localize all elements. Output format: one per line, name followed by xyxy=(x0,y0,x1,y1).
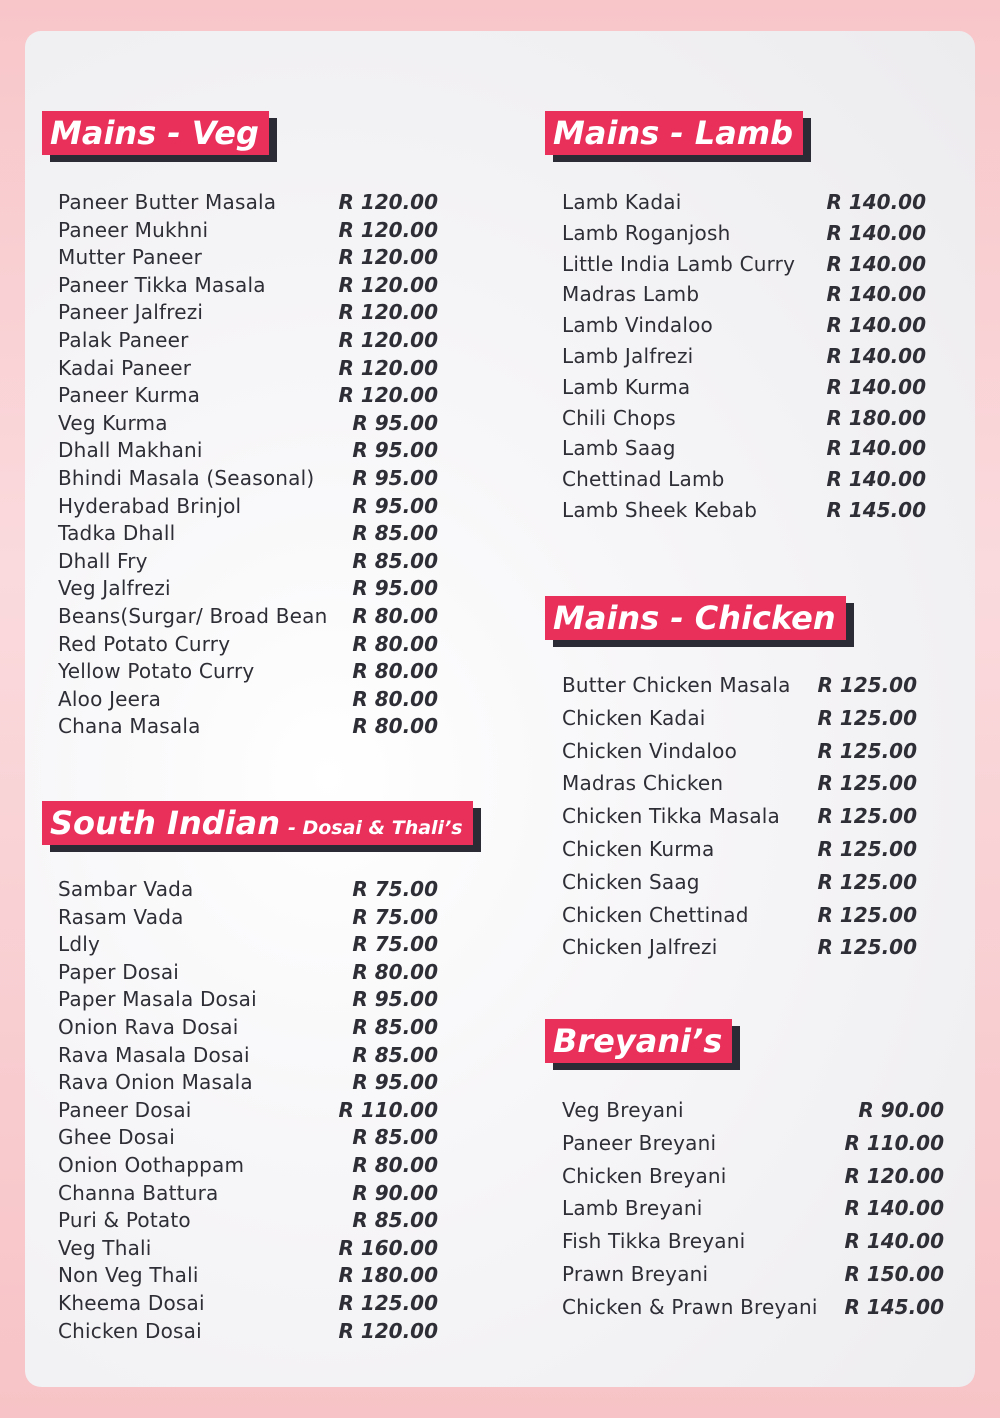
menu-item xyxy=(545,435,926,461)
menu-item xyxy=(42,1318,438,1344)
menu-item xyxy=(42,1180,438,1206)
menu-item-price: R 95.00 xyxy=(352,466,438,490)
menu-item-name: Madras Chicken xyxy=(562,771,724,796)
menu-item-name: Rasam Vada xyxy=(58,904,184,929)
menu-item xyxy=(545,836,917,862)
menu-item-name: Paneer Kurma xyxy=(58,383,201,408)
menu-item-price: R 180.00 xyxy=(826,405,926,430)
menu-item xyxy=(545,770,917,796)
menu-item-name: Veg Jalfrezi xyxy=(58,576,171,601)
menu-item xyxy=(545,405,926,431)
menu-item-price: R 85.00 xyxy=(352,1042,438,1067)
menu-item xyxy=(545,803,917,829)
menu-item-name: Dhall Makhani xyxy=(58,438,203,463)
section-title-mains-chicken xyxy=(545,596,846,640)
menu-item-name: Veg Thali xyxy=(58,1235,152,1260)
menu-item-name: Chicken Jalfrezi xyxy=(562,935,718,960)
menu-item-price: R 75.00 xyxy=(352,877,438,901)
menu-item xyxy=(42,1097,438,1123)
menu-item-price: R 95.00 xyxy=(352,1070,438,1095)
menu-item-name: Veg Breyani xyxy=(562,1098,684,1122)
menu-item xyxy=(42,217,438,243)
menu-item xyxy=(42,876,438,902)
menu-item xyxy=(545,1294,944,1320)
south-indian-title-text: South Indian xyxy=(50,804,280,842)
menu-item-name: Ldly xyxy=(58,932,101,957)
menu-item xyxy=(42,355,438,381)
menu-item-price: R 125.00 xyxy=(817,837,917,861)
menu-item-name: Lamb Vindaloo xyxy=(562,313,713,338)
menu-item-price: R 80.00 xyxy=(352,659,438,684)
menu-item-name: Non Veg Thali xyxy=(58,1263,199,1288)
menu-item xyxy=(545,343,926,369)
menu-item-name: Hyderabad Brinjol xyxy=(58,493,242,518)
menu-item-name: Paneer Mukhni xyxy=(58,217,209,242)
menu-item-name: Paneer Breyani xyxy=(562,1130,717,1155)
menu-item-price: R 140.00 xyxy=(826,467,926,492)
menu-card xyxy=(25,31,975,1387)
menu-item xyxy=(42,1069,438,1095)
menu-item-price: R 95.00 xyxy=(352,438,438,463)
menu-item-name: Ghee Dosai xyxy=(58,1125,176,1150)
menu-item-price: R 140.00 xyxy=(826,220,926,245)
menu-item xyxy=(545,869,917,895)
menu-item-name: Paneer Dosai xyxy=(58,1097,192,1122)
menu-item-name: Little India Lamb Curry xyxy=(562,251,796,276)
menu-item-name: Rava Masala Dosai xyxy=(58,1042,250,1067)
section-mains-lamb xyxy=(545,111,926,522)
menu-item-price: R 125.00 xyxy=(338,1291,438,1315)
menu-item xyxy=(545,220,926,246)
section-title-mains-lamb xyxy=(545,111,803,155)
menu-item xyxy=(545,705,917,731)
menu-item-price: R 120.00 xyxy=(338,383,438,408)
menu-item xyxy=(545,934,917,960)
menu-item-price: R 95.00 xyxy=(352,410,438,435)
menu-item-price: R 95.00 xyxy=(352,987,438,1012)
menu-item-price: R 120.00 xyxy=(338,355,438,380)
section-south-indian xyxy=(42,801,473,1343)
menu-item xyxy=(545,1195,944,1221)
menu-item xyxy=(42,410,438,436)
menu-item-price: R 90.00 xyxy=(352,1180,438,1205)
section-title-breyanis xyxy=(545,1019,732,1063)
section-breyanis xyxy=(545,1019,944,1319)
menu-item xyxy=(42,382,438,408)
menu-item-name: Prawn Breyani xyxy=(562,1262,709,1286)
menu-item xyxy=(42,931,438,957)
menu-item-price: R 140.00 xyxy=(826,190,926,214)
menu-item-price: R 110.00 xyxy=(338,1097,438,1122)
menu-item-name: Channa Battura xyxy=(58,1180,219,1205)
menu-item xyxy=(42,1042,438,1068)
menu-item-name: Tadka Dhall xyxy=(58,521,176,546)
menu-item-price: R 125.00 xyxy=(817,673,917,697)
menu-item xyxy=(42,244,438,270)
menu-item-name: Beans(Surgar/ Broad Bean xyxy=(58,604,328,628)
menu-item-name: Chicken Kurma xyxy=(562,837,715,861)
menu-item-name: Puri & Potato xyxy=(58,1208,191,1233)
menu-item xyxy=(42,520,438,546)
menu-item-price: R 80.00 xyxy=(352,959,438,984)
menu-item-price: R 120.00 xyxy=(338,300,438,325)
menu-item-name: Palak Paneer xyxy=(58,328,189,352)
south-indian-subtitle: - Dosai & Thali’s xyxy=(287,817,463,839)
menu-item xyxy=(42,1124,438,1150)
menu-item-price: R 120.00 xyxy=(338,217,438,242)
menu-item-name: Chicken Tikka Masala xyxy=(562,804,780,829)
menu-item-price: R 140.00 xyxy=(826,374,926,399)
menu-item-name: Lamb Sheek Kebab xyxy=(562,498,758,522)
menu-item-name: Lamb Kurma xyxy=(562,374,691,399)
menu-item-price: R 120.00 xyxy=(338,245,438,270)
menu-item-price: R 140.00 xyxy=(844,1196,944,1221)
menu-item xyxy=(42,1207,438,1233)
menu-item-name: Lamb Jalfrezi xyxy=(562,344,694,368)
menu-item-name: Chettinad Lamb xyxy=(562,467,725,492)
menu-item-name: Chicken Breyani xyxy=(562,1163,727,1188)
menu-item-name: Lamb Breyani xyxy=(562,1196,703,1221)
menu-item xyxy=(545,466,926,492)
menu-item-price: R 75.00 xyxy=(352,932,438,957)
menu-item-price: R 95.00 xyxy=(352,576,438,601)
menu-item-name: Chana Masala xyxy=(58,714,201,739)
menu-item-name: Chicken Dosai xyxy=(58,1318,202,1343)
menu-item xyxy=(42,437,438,463)
menu-item-price: R 140.00 xyxy=(826,313,926,338)
menu-item xyxy=(42,686,438,712)
menu-item-price: R 125.00 xyxy=(817,869,917,894)
menu-item-name: Onion Oothappam xyxy=(58,1153,245,1177)
menu-item xyxy=(545,1097,944,1123)
menu-item-name: Paneer Tikka Masala xyxy=(58,272,266,297)
menu-item-price: R 110.00 xyxy=(844,1130,944,1155)
menu-item-name: Paneer Jalfrezi xyxy=(58,300,204,325)
menu-item xyxy=(42,1290,438,1316)
menu-item-price: R 85.00 xyxy=(352,1125,438,1150)
menu-item xyxy=(545,251,926,277)
menu-item-name: Lamb Kadai xyxy=(562,190,682,214)
menu-item-price: R 120.00 xyxy=(844,1163,944,1188)
menu-item xyxy=(42,986,438,1012)
section-mains-chicken xyxy=(545,596,917,960)
menu-item-name: Onion Rava Dosai xyxy=(58,1015,239,1039)
menu-item-price: R 140.00 xyxy=(844,1229,944,1254)
menu-item-price: R 125.00 xyxy=(817,771,917,796)
menu-item xyxy=(42,603,438,629)
menu-item xyxy=(42,658,438,684)
menu-item-name: Chicken Vindaloo xyxy=(562,738,738,763)
menu-item xyxy=(42,575,438,601)
menu-item-name: Chicken Saag xyxy=(562,869,700,894)
menu-item-price: R 85.00 xyxy=(352,548,438,573)
menu-item xyxy=(42,548,438,574)
menu-item xyxy=(42,465,438,491)
menu-item-name: Bhindi Masala (Seasonal) xyxy=(58,466,315,490)
menu-item-price: R 160.00 xyxy=(338,1235,438,1260)
menu-item xyxy=(42,904,438,930)
menu-item xyxy=(42,189,438,215)
menu-item-price: R 80.00 xyxy=(352,631,438,656)
menu-item-name: Madras Lamb xyxy=(562,282,700,307)
menu-item-price: R 85.00 xyxy=(352,1208,438,1233)
menu-item-name: Veg Kurma xyxy=(58,410,168,435)
menu-item-price: R 125.00 xyxy=(817,804,917,829)
menu-item xyxy=(545,312,926,338)
menu-item-price: R 140.00 xyxy=(826,282,926,307)
menu-item xyxy=(42,631,438,657)
menu-item-name: Red Potato Curry xyxy=(58,631,231,656)
menu-item xyxy=(545,1130,944,1156)
menu-item-name: Lamb Roganjosh xyxy=(562,220,731,245)
menu-item xyxy=(42,1235,438,1261)
menu-item-price: R 125.00 xyxy=(817,738,917,763)
menu-item-price: R 90.00 xyxy=(858,1098,944,1122)
menu-item-price: R 80.00 xyxy=(352,1153,438,1177)
menu-item-price: R 125.00 xyxy=(817,935,917,960)
menu-item xyxy=(545,374,926,400)
menu-item-price: R 80.00 xyxy=(352,604,438,628)
mains-chicken-title-text: Mains - Chicken xyxy=(553,599,836,637)
menu-item-name: Paper Masala Dosai xyxy=(58,987,257,1012)
section-mains-veg xyxy=(42,111,438,739)
menu-item-name: Fish Tikka Breyani xyxy=(562,1229,746,1254)
menu-item-price: R 145.00 xyxy=(844,1294,944,1319)
menu-item-name: Dhall Fry xyxy=(58,548,148,573)
menu-item-name: Mutter Paneer xyxy=(58,245,203,270)
menu-item xyxy=(545,497,926,523)
menu-item-price: R 85.00 xyxy=(352,1015,438,1039)
menu-item xyxy=(42,959,438,985)
menu-item xyxy=(42,299,438,325)
menu-item xyxy=(545,189,926,215)
menu-item xyxy=(42,1014,438,1040)
menu-item xyxy=(545,738,917,764)
menu-item-price: R 140.00 xyxy=(826,344,926,368)
menu-item xyxy=(42,1152,438,1178)
menu-item xyxy=(42,1262,438,1288)
menu-item-price: R 125.00 xyxy=(817,705,917,730)
menu-item xyxy=(545,672,917,698)
menu-item-name: Rava Onion Masala xyxy=(58,1070,253,1095)
menu-item xyxy=(42,493,438,519)
menu-item-price: R 120.00 xyxy=(338,272,438,297)
menu-item-price: R 95.00 xyxy=(352,493,438,518)
menu-item-name: Sambar Vada xyxy=(58,877,194,901)
menu-item xyxy=(545,281,926,307)
menu-item-price: R 120.00 xyxy=(338,1318,438,1343)
menu-item-price: R 145.00 xyxy=(826,498,926,522)
section-title-mains-veg xyxy=(42,111,269,155)
menu-item-price: R 80.00 xyxy=(352,714,438,739)
menu-item-name: Aloo Jeera xyxy=(58,686,162,711)
menu-item-name: Paper Dosai xyxy=(58,959,180,984)
menu-item-price: R 80.00 xyxy=(352,686,438,711)
menu-item-name: Butter Chicken Masala xyxy=(562,673,791,697)
menu-item xyxy=(545,902,917,928)
menu-item xyxy=(42,327,438,353)
mains-lamb-title-text: Mains - Lamb xyxy=(553,114,794,152)
menu-item-price: R 120.00 xyxy=(338,190,438,214)
menu-item-name: Chicken Kadai xyxy=(562,705,706,730)
menu-item-name: Chicken Chettinad xyxy=(562,902,749,927)
menu-item-price: R 150.00 xyxy=(844,1262,944,1286)
menu-item-price: R 180.00 xyxy=(338,1263,438,1288)
breyanis-title-text: Breyani’s xyxy=(553,1022,723,1060)
menu-item xyxy=(545,1228,944,1254)
menu-item xyxy=(545,1163,944,1189)
menu-item xyxy=(42,713,438,739)
menu-item-name: Chicken & Prawn Breyani xyxy=(562,1294,818,1319)
menu-item-name: Lamb Saag xyxy=(562,436,676,461)
menu-item-price: R 85.00 xyxy=(352,521,438,546)
menu-item-price: R 75.00 xyxy=(352,904,438,929)
mains-veg-title-text: Mains - Veg xyxy=(50,114,259,152)
menu-item-name: Paneer Butter Masala xyxy=(58,190,277,214)
menu-item-name: Kadai Paneer xyxy=(58,355,192,380)
menu-item-price: R 125.00 xyxy=(817,902,917,927)
menu-item-name: Kheema Dosai xyxy=(58,1291,205,1315)
menu-item-price: R 120.00 xyxy=(338,328,438,352)
section-title-south-indian xyxy=(42,801,473,845)
menu-item-price: R 140.00 xyxy=(826,251,926,276)
menu-item xyxy=(42,272,438,298)
menu-item xyxy=(545,1261,944,1287)
menu-item-name: Chili Chops xyxy=(562,405,676,430)
menu-item-name: Yellow Potato Curry xyxy=(58,659,255,684)
menu-item-price: R 140.00 xyxy=(826,436,926,461)
